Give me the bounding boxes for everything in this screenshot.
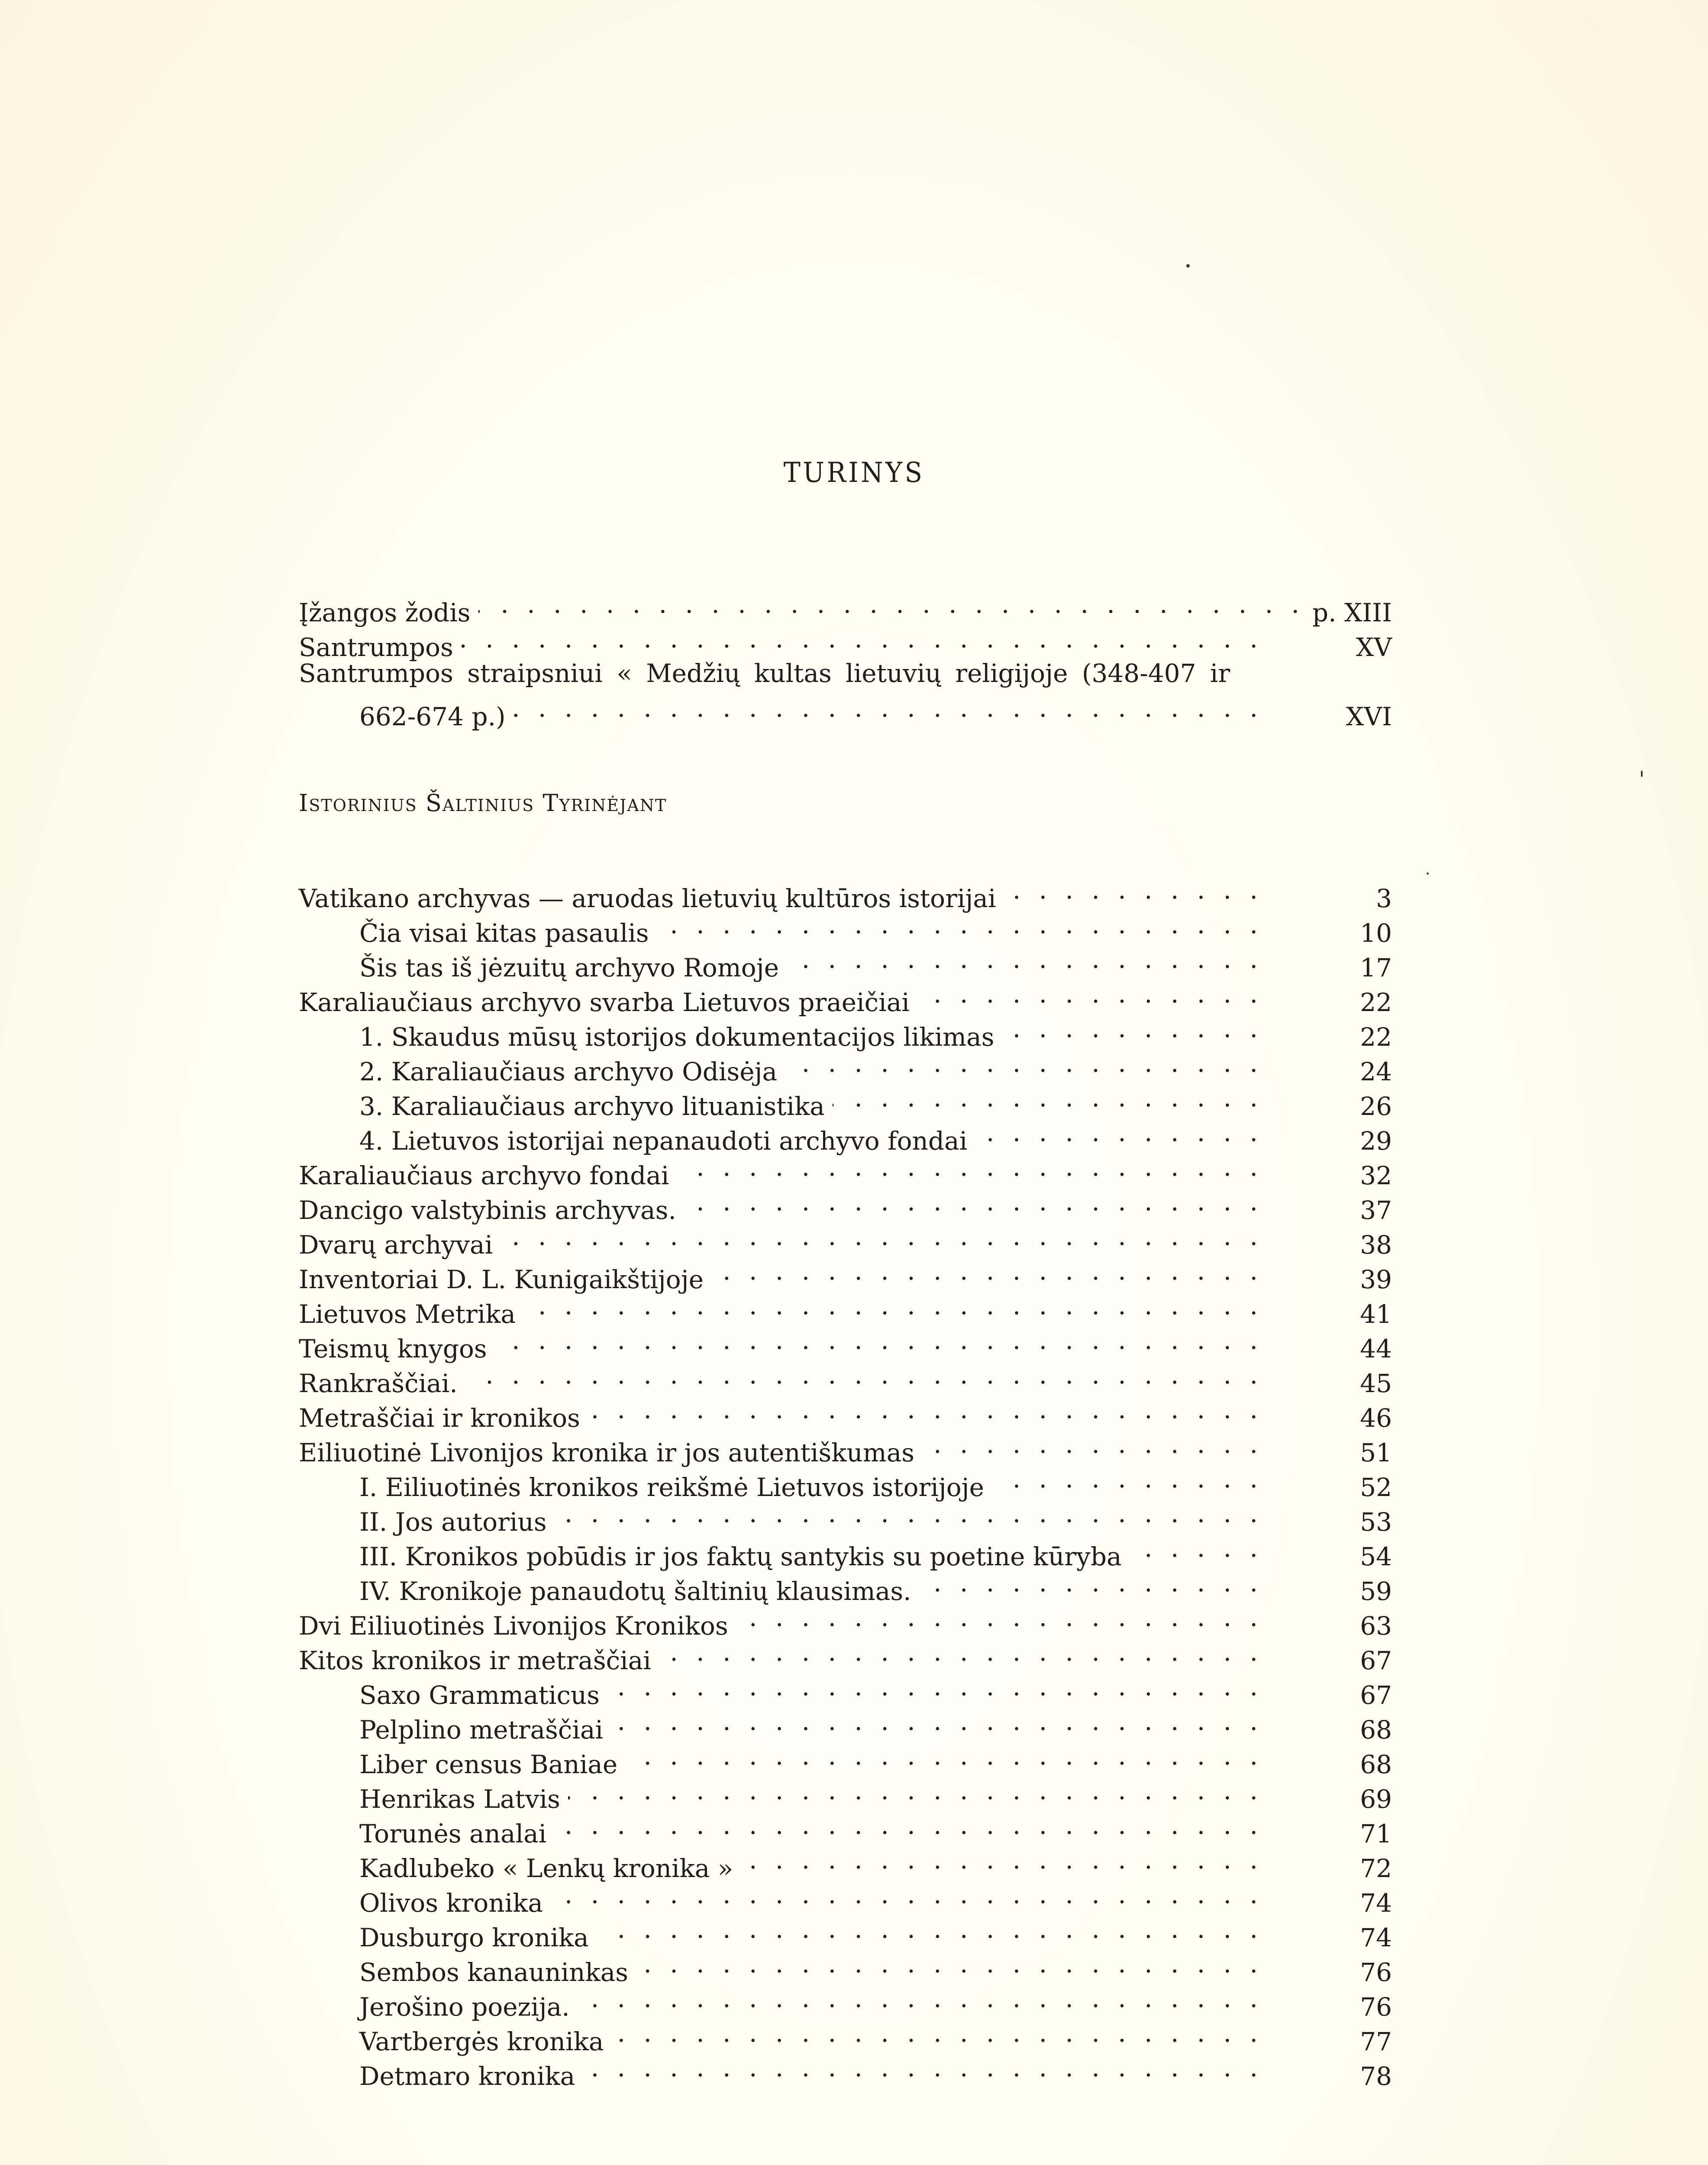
toc-entry-title: Dancigo valstybinis archyvas.	[299, 1196, 676, 1225]
toc-entry[interactable]	[299, 1704, 1392, 1745]
toc-entry-page: 67	[1360, 1680, 1392, 1710]
toc-entry-page: 69	[1360, 1784, 1392, 1814]
dot-leader	[555, 1496, 1263, 1531]
toc-entry-page: 52	[1360, 1473, 1392, 1502]
table-of-contents	[299, 587, 1392, 2091]
toc-entry-page: 10	[1360, 918, 1392, 948]
toc-entry[interactable]	[299, 1877, 1392, 1918]
toc-entry-title: Dusburgo kronika	[359, 1923, 589, 1952]
toc-entry-page: 3	[1376, 884, 1392, 913]
toc-entry[interactable]	[299, 1635, 1392, 1675]
dot-leader	[677, 1150, 1263, 1184]
dot-leader	[607, 1669, 1263, 1704]
toc-entry[interactable]	[299, 1184, 1392, 1225]
dot-leader	[711, 1254, 1263, 1288]
toc-entry-title: Metraščiai ir kronikos	[299, 1403, 580, 1433]
dot-leader	[495, 1323, 1263, 1357]
toc-entry-page: 37	[1360, 1196, 1392, 1225]
toc-entry-title: Henrikas Latvis	[359, 1784, 560, 1814]
toc-entry[interactable]	[299, 1496, 1392, 1537]
dot-leader	[578, 1981, 1263, 2016]
toc-entry-title: 3. Karaliaučiaus archyvo lituanistika	[359, 1092, 825, 1121]
toc-entry[interactable]	[299, 587, 1392, 627]
toc-entry-page: 68	[1360, 1750, 1392, 1779]
toc-entry-title: Įžangos žodis	[299, 598, 471, 627]
section-entries	[299, 872, 1392, 2091]
toc-entry-page: 44	[1360, 1334, 1392, 1364]
toc-entry[interactable]	[299, 1600, 1392, 1641]
toc-entry-title: Kadlubeko « Lenkų kronika »	[359, 1854, 733, 1883]
dot-leader	[785, 1046, 1263, 1080]
toc-entry-continuation[interactable]	[299, 691, 1392, 731]
toc-entry-title: III. Kronikos pobūdis ir jos faktų santykis su poetine kūryba	[359, 1542, 1122, 1571]
toc-entry-title: Karaliaučiaus archyvo svarba Lietuvos praeičiai	[299, 988, 910, 1017]
dot-leader	[611, 1704, 1263, 1738]
dot-leader	[919, 1565, 1263, 1600]
dot-leader	[588, 1392, 1263, 1427]
toc-entry-page: 32	[1360, 1161, 1392, 1190]
dot-leader	[684, 1184, 1263, 1219]
toc-entry-title: Karaliaučiaus archyvo fondai	[299, 1161, 669, 1190]
dot-leader	[736, 1600, 1263, 1635]
toc-entry-page: 54	[1360, 1542, 1392, 1571]
toc-entry[interactable]	[299, 1392, 1392, 1433]
dot-leader	[917, 976, 1263, 1011]
toc-entry[interactable]	[299, 1531, 1392, 1571]
toc-entry-page: 67	[1360, 1646, 1392, 1675]
toc-entry-title: Šis tas iš jėzuitų archyvo Romoje	[359, 953, 779, 982]
toc-entry-title: Inventoriai D. L. Kunigaikštijoje	[299, 1265, 704, 1294]
toc-entry-page: p. XIII	[1312, 598, 1392, 627]
toc-entry[interactable]	[299, 1254, 1392, 1294]
toc-entry-page: 77	[1360, 2027, 1392, 2056]
paper-speck	[1186, 264, 1190, 268]
toc-entry-page: 78	[1360, 2062, 1392, 2091]
toc-entry-title: Dvi Eiliuotinės Livonijos Kronikos	[299, 1611, 728, 1641]
toc-entry[interactable]	[299, 1461, 1392, 1502]
toc-entry-title: 2. Karaliaučiaus archyvo Odisėja	[359, 1057, 778, 1086]
toc-entry[interactable]	[299, 1288, 1392, 1329]
dot-leader	[833, 1080, 1263, 1115]
toc-entry[interactable]	[299, 1912, 1392, 1952]
toc-entry-title: Teismų knygos	[299, 1334, 487, 1364]
toc-entry-page: 71	[1360, 1819, 1392, 1848]
toc-entry-page: 29	[1360, 1126, 1392, 1156]
toc-entry[interactable]	[299, 1150, 1392, 1190]
paper-speck	[1427, 872, 1429, 875]
dot-leader	[478, 587, 1304, 621]
toc-entry-title: Detmaro kronika	[359, 2062, 575, 2091]
toc-entry-title: Jerošino poezija.	[359, 1992, 570, 2022]
toc-entry[interactable]	[299, 656, 1392, 691]
dot-leader	[659, 1635, 1263, 1669]
toc-entry[interactable]	[299, 1946, 1392, 1987]
toc-entry[interactable]	[299, 1323, 1392, 1364]
paper-speck	[1641, 771, 1643, 777]
toc-entry-page: 24	[1360, 1057, 1392, 1086]
dot-leader	[568, 1773, 1263, 1808]
toc-entry-page: XVI	[1346, 702, 1392, 731]
toc-entry-title: Olivos kronika	[359, 1888, 543, 1918]
toc-entry-title: 4. Lietuvos istorijai nepanaudoti archyvo fondai	[359, 1126, 968, 1156]
toc-entry-title: Pelplino metraščiai	[359, 1715, 604, 1745]
toc-entry-title: Torunės analai	[359, 1819, 547, 1848]
dot-leader	[1002, 1011, 1263, 1046]
toc-entry-title: Kitos kronikos ir metraščiai	[299, 1646, 651, 1675]
toc-entry[interactable]	[299, 872, 1392, 913]
dot-leader	[787, 942, 1263, 976]
toc-entry-page: 74	[1360, 1888, 1392, 1918]
toc-entry-page: 22	[1360, 1022, 1392, 1052]
page-title: TURINYS	[783, 457, 925, 489]
dot-leader	[597, 1912, 1263, 1946]
toc-entry-page: 74	[1360, 1923, 1392, 1952]
toc-entry-title: Liber census Baniae	[359, 1750, 618, 1779]
toc-entry-title: Santrumpos	[299, 633, 453, 662]
toc-entry-title: Vatikano archyvas — aruodas lietuvių kultūros istorijai	[299, 884, 996, 913]
toc-entry-page: 41	[1360, 1299, 1392, 1329]
toc-entry-page: 39	[1360, 1265, 1392, 1294]
toc-entry[interactable]	[299, 976, 1392, 1017]
toc-entry-title: Vartbergės kronika	[359, 2027, 604, 2056]
dot-leader	[657, 907, 1263, 942]
toc-entry-page: 63	[1360, 1611, 1392, 1641]
toc-entry-title: Rankraščiai.	[299, 1369, 458, 1398]
toc-entry[interactable]	[299, 1669, 1392, 1710]
toc-entry-title: Dvarų archyvai	[299, 1230, 493, 1260]
toc-entry-page: 38	[1360, 1230, 1392, 1260]
toc-entry-title: Sembos kanauninkas	[359, 1958, 629, 1987]
front-matter	[299, 587, 1392, 731]
toc-entry[interactable]	[299, 1080, 1392, 1121]
toc-entry-title: IV. Kronikoje panaudotų šaltinių klausimas.	[359, 1577, 911, 1606]
dot-leader	[461, 621, 1263, 656]
toc-entry[interactable]	[299, 1738, 1392, 1779]
toc-entry[interactable]	[299, 1773, 1392, 1814]
toc-entry-page: 22	[1360, 988, 1392, 1017]
toc-entry[interactable]	[299, 621, 1392, 662]
toc-entry-page: 51	[1360, 1438, 1392, 1467]
toc-entry-title: Eiliuotinė Livonijos kronika ir jos autentiškumas	[299, 1438, 915, 1467]
dot-leader	[513, 691, 1263, 725]
toc-entry[interactable]	[299, 2016, 1392, 2056]
toc-entry[interactable]	[299, 1011, 1392, 1052]
dot-leader	[992, 1461, 1263, 1496]
dot-leader	[583, 2050, 1263, 2085]
toc-entry-title: Saxo Grammaticus	[359, 1680, 600, 1710]
dot-leader	[500, 1219, 1263, 1254]
toc-entry-title: Čia visai kitas pasaulis	[359, 918, 649, 948]
toc-entry[interactable]	[299, 2050, 1392, 2091]
section-heading: Istorinius Šaltinius Tyrinėjant	[299, 789, 667, 817]
toc-entry-page: 59	[1360, 1577, 1392, 1606]
dot-leader	[465, 1357, 1263, 1392]
toc-entry-page: 45	[1360, 1369, 1392, 1398]
toc-entry-page: XV	[1356, 633, 1392, 662]
dot-leader	[975, 1115, 1263, 1150]
toc-entry[interactable]	[299, 1981, 1392, 2022]
dot-leader	[523, 1288, 1263, 1323]
dot-leader	[636, 1946, 1263, 1981]
toc-entry[interactable]	[299, 1427, 1392, 1467]
toc-entry[interactable]	[299, 1046, 1392, 1086]
toc-entry-page: 46	[1360, 1403, 1392, 1433]
dot-leader	[611, 2016, 1263, 2050]
dot-leader	[625, 1738, 1263, 1773]
toc-entry[interactable]	[299, 942, 1392, 982]
toc-entry[interactable]	[299, 1842, 1392, 1883]
toc-entry[interactable]	[299, 1115, 1392, 1156]
dot-leader	[1004, 872, 1263, 907]
toc-entry-title: II. Jos autorius	[359, 1507, 547, 1537]
dot-leader	[1130, 1531, 1263, 1565]
toc-entry-page: 72	[1360, 1854, 1392, 1883]
toc-entry-title: 1. Skaudus mūsų istorijos dokumentacijos likimas	[359, 1022, 994, 1052]
toc-entry[interactable]	[299, 1808, 1392, 1848]
toc-entry[interactable]	[299, 1357, 1392, 1398]
dot-leader	[741, 1842, 1263, 1877]
toc-entry[interactable]	[299, 1565, 1392, 1606]
toc-entry-page: 53	[1360, 1507, 1392, 1537]
toc-entry[interactable]	[299, 907, 1392, 948]
toc-entry-page: 76	[1360, 1992, 1392, 2022]
toc-entry-page: 17	[1360, 953, 1392, 982]
toc-entry-title: Lietuvos Metrika	[299, 1299, 516, 1329]
dot-leader	[551, 1877, 1263, 1912]
toc-entry[interactable]	[299, 1219, 1392, 1260]
toc-entry-title: 662-674 p.)	[359, 702, 506, 731]
toc-entry-title: I. Eiliuotinės kronikos reikšmė Lietuvos istorijoje	[359, 1473, 984, 1502]
dot-leader	[922, 1427, 1263, 1461]
toc-entry-page: 26	[1360, 1092, 1392, 1121]
toc-entry-page: 76	[1360, 1958, 1392, 1987]
toc-entry-page: 68	[1360, 1715, 1392, 1745]
dot-leader	[554, 1808, 1263, 1842]
toc-entry-title: Santrumpos straipsniui « Medžių kultas lietuvių religijoje (348-407 ir	[299, 659, 1230, 688]
